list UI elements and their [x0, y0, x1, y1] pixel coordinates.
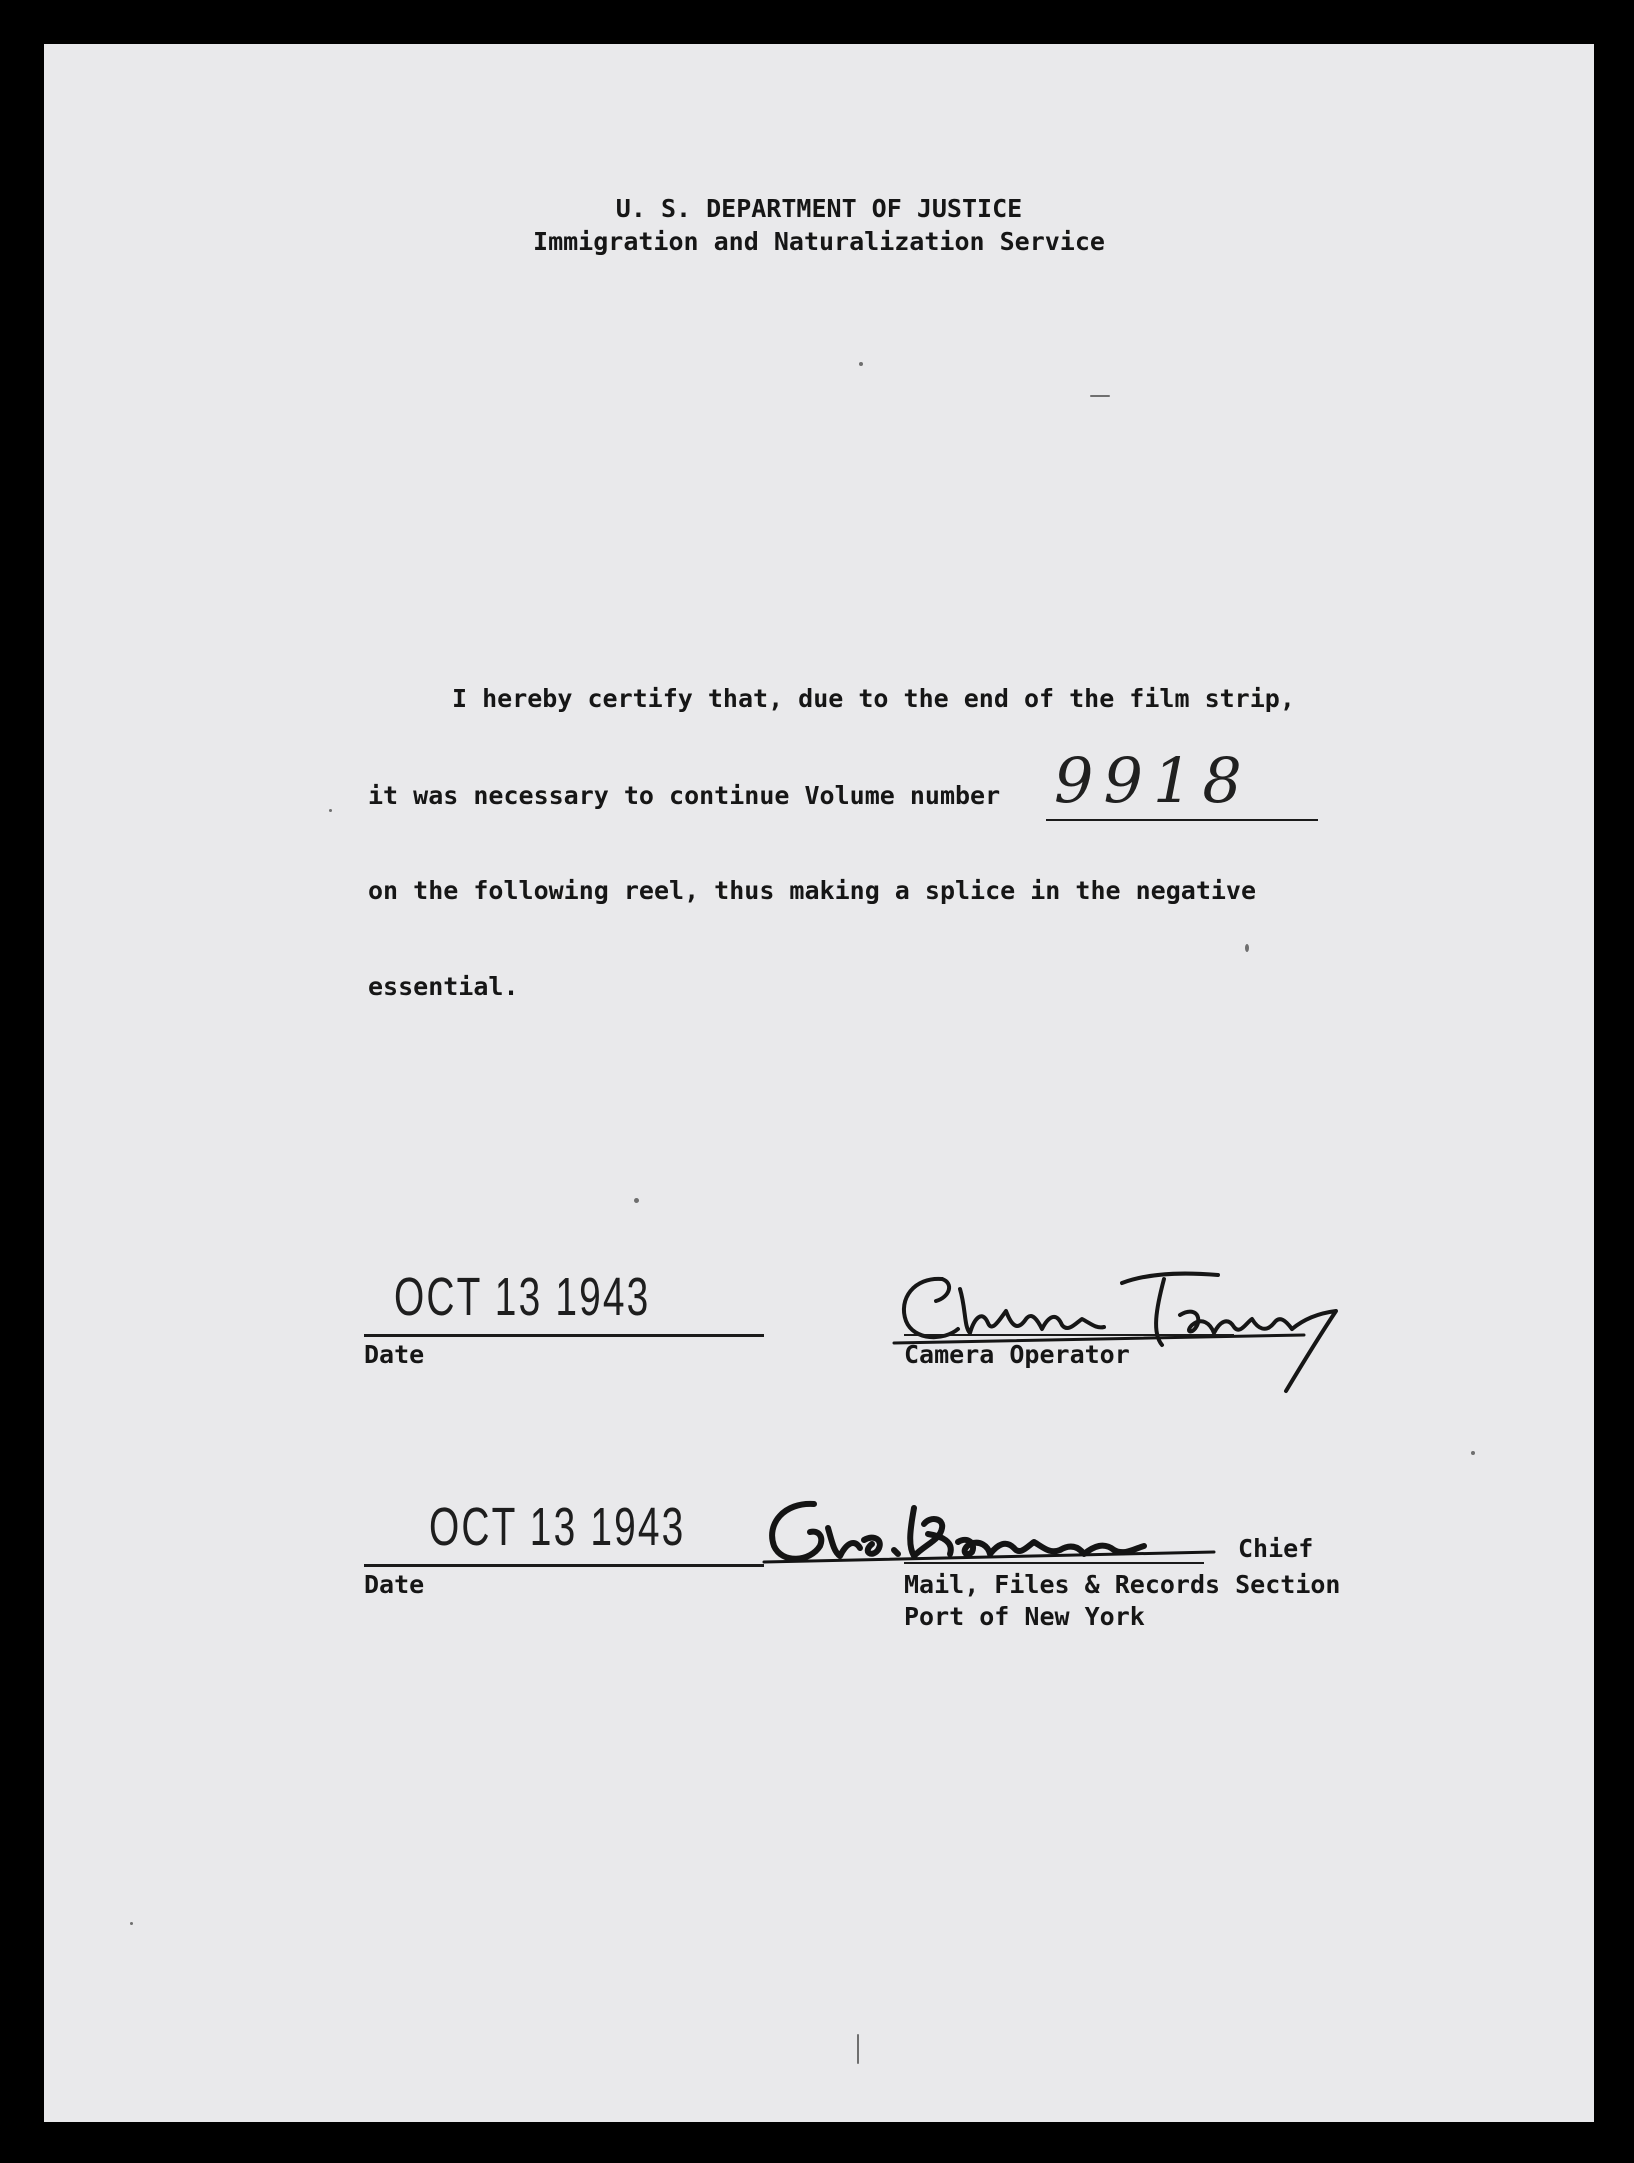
service-heading: Immigration and Naturalization Service: [533, 227, 1105, 256]
scan-speck: [130, 1922, 133, 1925]
chief-port-line: Port of New York: [904, 1602, 1145, 1631]
scan-speck: [329, 809, 332, 812]
chief-date-rule: [364, 1564, 764, 1567]
camera-date-stamp: OCT 13 1943: [394, 1267, 651, 1327]
camera-date-rule: [364, 1334, 764, 1337]
chief-section-line: Mail, Files & Records Section: [904, 1570, 1341, 1599]
certificate-line-4: essential.: [368, 972, 519, 1001]
camera-date-label: Date: [364, 1340, 425, 1369]
scan-speck: [634, 1198, 639, 1203]
camera-operator-label: Camera Operator: [904, 1340, 1130, 1369]
chief-signature-rule: [904, 1562, 1204, 1564]
scan-speck: [1090, 395, 1110, 397]
document-page: [44, 44, 1594, 2122]
chief-date-label: Date: [364, 1570, 425, 1599]
scan-speck: [859, 362, 863, 366]
volume-number-underline: [1046, 819, 1318, 821]
camera-operator-rule: [904, 1334, 1234, 1336]
scan-speck: [857, 2034, 859, 2064]
department-heading: U. S. DEPARTMENT OF JUSTICE: [615, 194, 1023, 223]
chief-title: Chief: [1238, 1534, 1314, 1563]
volume-number-handwritten: 9918: [1054, 744, 1252, 817]
certificate-line-3: on the following reel, thus making a splice in the negative: [368, 876, 1257, 905]
certificate-line-1: I hereby certify that, due to the end of the film strip,: [452, 684, 1295, 713]
certificate-line-2: it was necessary to continue Volume number: [368, 781, 1001, 810]
scan-speck: [1245, 944, 1249, 952]
chief-date-stamp: OCT 13 1943: [429, 1497, 686, 1557]
scan-speck: [1471, 1451, 1475, 1455]
